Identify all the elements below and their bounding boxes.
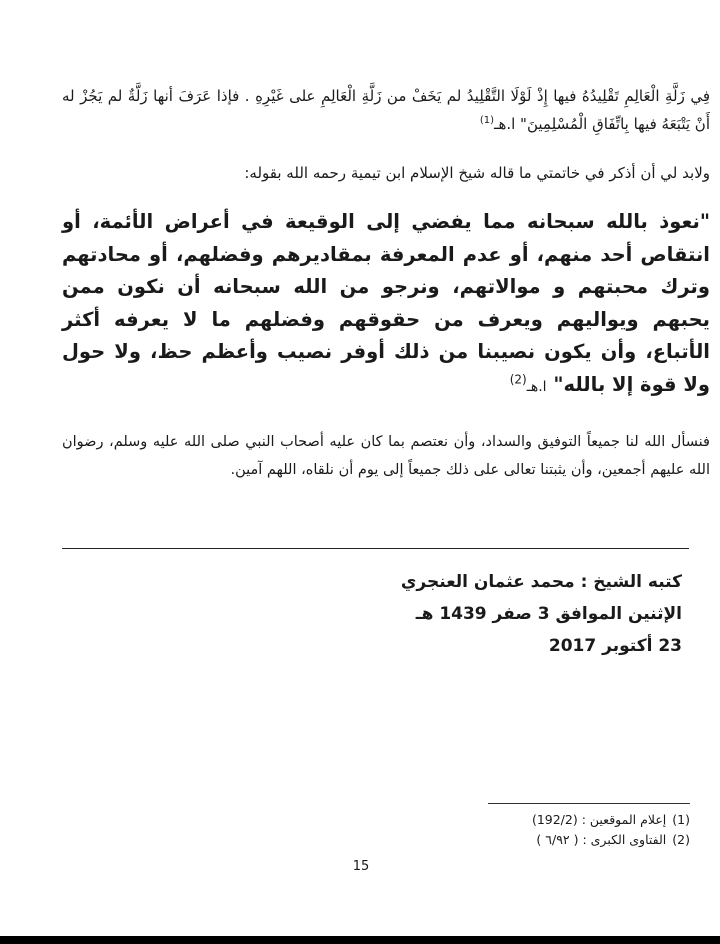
footnote-ref-1[interactable]: (1) bbox=[479, 115, 495, 126]
quote-text: "نعوذ بالله سبحانه مما يفضي إلى الوقيعة في أعراض الأئمة، أو انتقاص أحد منهم، أو عدم المعرفة بمقاديرهم وفضلهم، أو محادتهم وترك محبتهم و موالاتهم، ونرجو من الله سبحانه أن نكون ممن يحبهم ويواليهم ويعرف من حقوقهم وفضلهم ما لا يعرفه أكثر الأتباع، وأن يكون نصيبنا من ذلك أوفر نصيب وأعظم حظ، ولا حول ولا قوة إلا بالله" bbox=[62, 210, 710, 396]
paragraph-1-text: فِي زَلَّةِ الْعَالِمِ تَقْلِيدُهُ فيها إِذْ لَوْلَا التَّقْلِيدُ لم يَخَفْ من زَلَّةِ الْعَالِمِ على غَيْرِهِ . فإذا عَرَفَ أنها زَلَّةٌ لم يَجُزْ له أَنْ يَتْبَعَهُ فيها بِاتِّفَاقِ الْمُسْلِمِينَ" ا.هـ bbox=[62, 87, 710, 133]
paragraph-intro: ولابد لي أن أذكر في خاتمتي ما قاله شيخ الإسلام ابن تيمية رحمه الله بقوله: bbox=[244, 164, 710, 182]
footnote-number: (2) bbox=[672, 832, 690, 847]
footnote-divider bbox=[488, 803, 690, 804]
bottom-edge-bar bbox=[0, 936, 720, 944]
footnote-text: الفتاوى الكبرى : ( ٦/٩٢ ) bbox=[536, 832, 667, 847]
footnote-text: إعلام الموقعين : (192/2) bbox=[531, 812, 667, 827]
signature-author: كتبه الشيخ : محمد عثمان العنجري bbox=[400, 572, 682, 592]
footnote-ref-2[interactable]: (2) bbox=[509, 372, 527, 386]
footnote-number: (1) bbox=[672, 812, 690, 827]
section-divider bbox=[62, 548, 689, 549]
footnote-item bbox=[430, 832, 690, 847]
footnote-item bbox=[430, 812, 690, 827]
ibn-taymiyyah-quote bbox=[62, 206, 710, 403]
paragraph-quote-continuation bbox=[62, 82, 710, 138]
closing-supplication: فنسأل الله لنا جميعاً التوفيق والسداد، وأن نعتصم بما كان عليه أصحاب النبي صلى الله عليه وسلم، رضوان الله عليهم أجمعين، وأن يثبتنا تعالى على ذلك جميعاً إلى يوم أن نلقاه، اللهم آمين. bbox=[62, 434, 710, 478]
page-number: 15 bbox=[352, 859, 370, 874]
quote-tail: ا.هـ bbox=[526, 378, 547, 395]
signature-hijri-date: الإثنين الموافق 3 صفر 1439 هـ bbox=[415, 604, 682, 624]
signature-gregorian-date: 23 أكتوبر 2017 bbox=[548, 636, 682, 656]
